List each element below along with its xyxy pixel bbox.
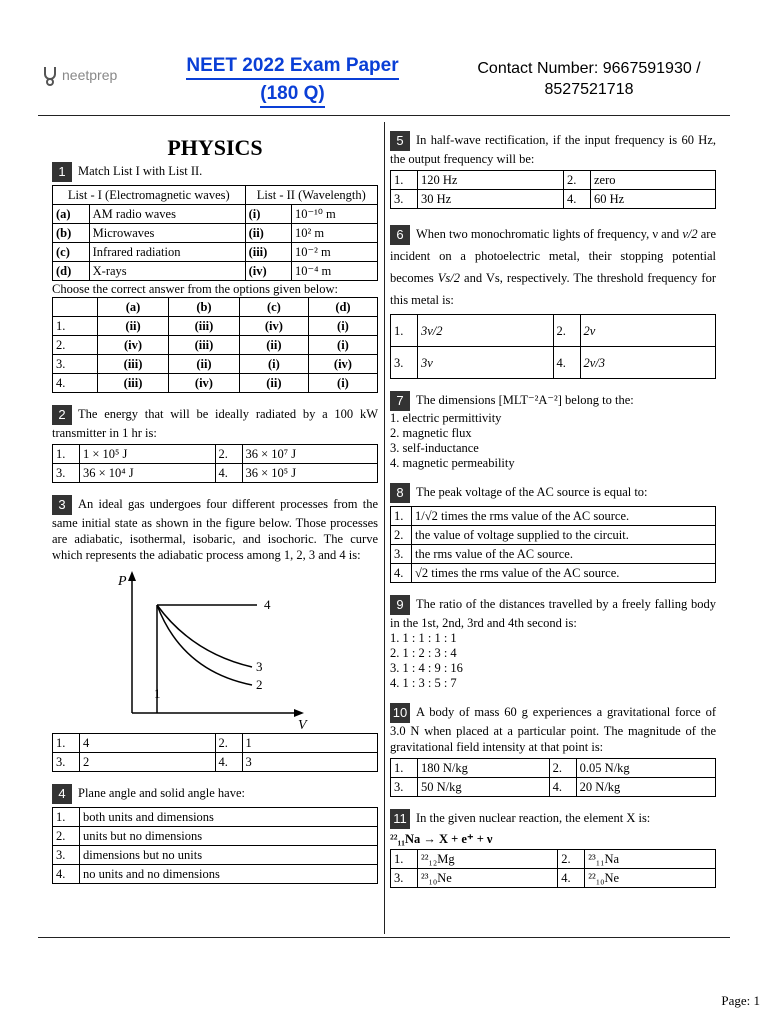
option-4[interactable]: ²²₁₀Ne: [585, 869, 716, 888]
pv-diagram: [52, 563, 378, 733]
option-2[interactable]: ²³₁₁Na: [585, 850, 716, 869]
cell: 3.: [391, 869, 418, 888]
choose-text: Choose the correct answer from the options given below:: [52, 282, 339, 296]
options-table: [390, 170, 716, 209]
contact-number: [448, 58, 730, 100]
question-number: 9: [390, 595, 410, 615]
cell: 3.: [53, 846, 80, 865]
table-row: [53, 262, 378, 281]
option-row[interactable]: [391, 347, 716, 379]
question-text-c: and Vs, respectively. The threshold frequency for this metal is:: [390, 271, 716, 308]
option-2[interactable]: units but no dimensions: [80, 827, 378, 846]
cell: (i): [245, 205, 291, 224]
table-row: [53, 243, 378, 262]
option-row[interactable]: [53, 734, 378, 753]
list-item[interactable]: 2. magnetic flux: [390, 426, 472, 441]
question-3: [52, 495, 378, 772]
cell: (ii): [239, 336, 308, 355]
cell: 2.: [215, 734, 242, 753]
list-item[interactable]: 1. electric permittivity: [390, 411, 502, 426]
cell: 4.: [391, 564, 412, 583]
table-row: [53, 205, 378, 224]
fraction-vs-over-2: Vs/2: [437, 271, 460, 286]
list-item[interactable]: 3. 1 : 4 : 9 : 16: [390, 661, 463, 676]
option-1[interactable]: 1 × 10⁵ J: [80, 445, 216, 464]
contact-number-1: 9667591930 /: [602, 60, 701, 77]
cell: 4.: [558, 869, 585, 888]
fraction-nu-over-2: ν/2: [682, 227, 698, 241]
options-table: [52, 733, 378, 772]
cell: 4.: [53, 374, 98, 393]
logo-text: neet: [62, 67, 90, 83]
cell: 4.: [563, 190, 590, 209]
option-3[interactable]: 36 × 10⁴ J: [80, 464, 216, 483]
cell: (ii): [98, 317, 169, 336]
cell: (iv): [169, 374, 240, 393]
question-text: In the given nuclear reaction, the element X is:: [416, 811, 651, 825]
list-1-header: List - I (Electromagnetic waves): [53, 186, 246, 205]
logo-text-2: prep: [89, 67, 118, 83]
cell: 2.: [215, 445, 242, 464]
cell: 2.: [563, 171, 590, 190]
question-text: Plane angle and solid angle have:: [78, 785, 245, 800]
cell: (ii): [169, 355, 240, 374]
option-4[interactable]: 3: [242, 753, 378, 772]
option-1[interactable]: 3ν/2: [418, 315, 554, 347]
cell: (b): [169, 298, 240, 317]
cell: 1.: [53, 734, 80, 753]
curve-label-4: 4: [264, 597, 271, 612]
cell: 2.: [53, 827, 80, 846]
option-row[interactable]: [53, 827, 378, 846]
question-1: [52, 162, 378, 393]
option-row[interactable]: [53, 753, 378, 772]
exam-title: [160, 52, 425, 108]
option-4[interactable]: 20 N/kg: [576, 778, 715, 797]
cell: (iv): [308, 355, 377, 374]
options-table: [52, 807, 378, 884]
cell: 4.: [215, 464, 242, 483]
option-row[interactable]: [391, 526, 716, 545]
cell: 3.: [391, 545, 412, 564]
contact-number-2: 8527521718: [544, 81, 634, 98]
cell: 4.: [553, 347, 580, 379]
cell: (iii): [98, 355, 169, 374]
options-table: [390, 314, 716, 379]
cell: (c): [53, 243, 90, 262]
cell: (i): [308, 317, 377, 336]
cell: (iii): [169, 336, 240, 355]
option-2[interactable]: the value of voltage supplied to the circuit.: [412, 526, 716, 545]
question-number: 2: [52, 405, 72, 425]
cell: (iii): [169, 317, 240, 336]
option-2[interactable]: 1: [242, 734, 378, 753]
left-column: [52, 130, 378, 884]
cell: 1.: [53, 445, 80, 464]
option-2[interactable]: 36 × 10⁷ J: [242, 445, 378, 464]
option-row[interactable]: [391, 759, 716, 778]
cell: 3.: [53, 355, 98, 374]
option-row[interactable]: [391, 171, 716, 190]
question-number: 6: [390, 225, 410, 245]
option-row[interactable]: [391, 190, 716, 209]
cell: Infrared radiation: [89, 243, 245, 262]
cell: (i): [308, 336, 377, 355]
question-number: 7: [390, 391, 410, 411]
cell: 3.: [53, 753, 80, 772]
cell: 2.: [553, 315, 580, 347]
question-4: [52, 784, 378, 884]
option-3[interactable]: 30 Hz: [418, 190, 564, 209]
option-row[interactable]: [391, 778, 716, 797]
p-axis-label: P: [118, 574, 127, 589]
cell: 1.: [391, 315, 418, 347]
cell: 3.: [391, 347, 418, 379]
cell: 2.: [391, 526, 412, 545]
option-1[interactable]: 180 N/kg: [418, 759, 550, 778]
list-item[interactable]: 4. magnetic permeability: [390, 456, 515, 471]
cell: 10⁻¹⁰ m: [291, 205, 377, 224]
option-row[interactable]: [391, 869, 716, 888]
page-number: Page: 1: [721, 993, 760, 1008]
question-number: 10: [390, 703, 410, 723]
table-row: [53, 224, 378, 243]
question-text: The energy that will be ideally radiated by a 100 kW transmitter in 1 hr is:: [52, 406, 378, 440]
question-text-a: When two monochromatic lights of frequency, ν and: [416, 227, 680, 241]
cell: (b): [53, 224, 90, 243]
option-row[interactable]: [53, 355, 378, 374]
cell: 10² m: [291, 224, 377, 243]
option-2[interactable]: 0.05 N/kg: [576, 759, 715, 778]
cell: (ii): [245, 224, 291, 243]
cell: [53, 298, 98, 317]
question-10: [390, 703, 716, 797]
option-row[interactable]: [53, 374, 378, 393]
option-row[interactable]: [391, 507, 716, 526]
cell: (d): [53, 262, 90, 281]
cell: (i): [239, 355, 308, 374]
question-9: [390, 595, 716, 691]
cell: 4.: [549, 778, 576, 797]
cell: 10⁻⁴ m: [291, 262, 377, 281]
options-table: [390, 506, 716, 583]
question-text-b: are incident on a photoelectric metal, their stopping potential becomes: [390, 227, 716, 286]
option-3[interactable]: the rms value of the AC source.: [412, 545, 716, 564]
exam-title-line2: (180 Q): [260, 82, 324, 108]
question-number: 11: [390, 809, 410, 829]
option-row[interactable]: [391, 545, 716, 564]
list-item[interactable]: 1. 1 : 1 : 1 : 1: [390, 631, 457, 646]
cell: 3.: [53, 464, 80, 483]
option-row[interactable]: [391, 315, 716, 347]
question-8: [390, 483, 716, 583]
options-table: [52, 297, 378, 393]
curve-label-3: 3: [256, 659, 263, 674]
option-1[interactable]: 4: [80, 734, 216, 753]
option-row[interactable]: [391, 850, 716, 869]
cell: (a): [98, 298, 169, 317]
cell: 10⁻² m: [291, 243, 377, 262]
option-row[interactable]: [53, 846, 378, 865]
cell: (ii): [239, 374, 308, 393]
option-1[interactable]: both units and dimensions: [80, 808, 378, 827]
cell: (c): [239, 298, 308, 317]
curve-label-2: 2: [256, 677, 263, 692]
cell: (iii): [245, 243, 291, 262]
question-text: Match List I with List II.: [78, 163, 203, 178]
option-1[interactable]: 120 Hz: [418, 171, 564, 190]
cell: 1.: [53, 317, 98, 336]
question-11: [390, 809, 716, 888]
option-row[interactable]: [53, 445, 378, 464]
question-text: The ratio of the distances travelled by a freely falling body in the 1st, 2nd, 3rd and 4th second is:: [390, 597, 716, 631]
option-3[interactable]: dimensions but no units: [80, 846, 378, 865]
subject-title: PHYSICS: [167, 135, 263, 160]
options-table: [390, 849, 716, 888]
cell: 1.: [391, 759, 418, 778]
exam-title-line1: NEET 2022 Exam Paper: [186, 54, 398, 80]
options-table: [390, 758, 716, 797]
option-row[interactable]: [53, 336, 378, 355]
curve-label-1: 1: [154, 686, 161, 701]
option-2[interactable]: 2ν: [580, 315, 716, 347]
option-1[interactable]: 1/√2 times the rms value of the AC source.: [412, 507, 716, 526]
question-number: 5: [390, 131, 410, 151]
option-row[interactable]: [391, 564, 716, 583]
cell: (a): [53, 205, 90, 224]
cell: 1.: [391, 507, 412, 526]
match-table: [52, 185, 378, 281]
cell: 4.: [215, 753, 242, 772]
question-number: 3: [52, 495, 72, 515]
option-3[interactable]: ²³₁₀Ne: [418, 869, 558, 888]
option-2[interactable]: zero: [590, 171, 715, 190]
option-row[interactable]: [53, 865, 378, 884]
cell: 3.: [391, 778, 418, 797]
cell: 2.: [53, 336, 98, 355]
question-6: [390, 223, 716, 379]
list-item[interactable]: 3. self-inductance: [390, 441, 479, 456]
nuclear-reaction: ²²₁₁Na → X + e⁺ + ν: [390, 832, 493, 847]
footer-divider: [38, 937, 730, 938]
cell: (d): [308, 298, 377, 317]
option-3[interactable]: 2: [80, 753, 216, 772]
page-header: [0, 0, 768, 115]
list-2-header: List - II (Wavelength): [245, 186, 377, 205]
list-item[interactable]: 4. 1 : 3 : 5 : 7: [390, 676, 457, 691]
question-number: 8: [390, 483, 410, 503]
cell: 1.: [391, 850, 418, 869]
option-4[interactable]: 36 × 10⁵ J: [242, 464, 378, 483]
question-text: In half-wave rectification, if the input frequency is 60 Hz, the output frequency will be:: [390, 132, 716, 166]
v-axis-label: V: [298, 718, 307, 733]
option-4[interactable]: √2 times the rms value of the AC source.: [412, 564, 716, 583]
neetprep-logo: [40, 64, 117, 86]
list-item[interactable]: 2. 1 : 2 : 3 : 4: [390, 646, 457, 661]
option-row[interactable]: [53, 317, 378, 336]
question-text: A body of mass 60 g experiences a gravitational force of 3.0 N when placed at a particular point. The magnitude of the gravitational field intensity at that point is:: [390, 705, 716, 755]
question-text: An ideal gas undergoes four different processes from the same initial state as shown in the figure below. Those processes are adiabatic, isothermal, isobaric, and isochoric. The curve which represents the adiabatic process among 1, 2, 3 and 4 is:: [52, 496, 378, 562]
cell: 1.: [391, 171, 418, 190]
question-2: [52, 405, 378, 483]
question-5: [390, 131, 716, 209]
option-4[interactable]: 2ν/3: [580, 347, 716, 379]
cell: 2.: [558, 850, 585, 869]
question-number: 1: [52, 162, 72, 182]
cell: 4.: [53, 865, 80, 884]
option-row[interactable]: [53, 464, 378, 483]
cell: 1.: [53, 808, 80, 827]
question-number: 4: [52, 784, 72, 804]
option-3[interactable]: 3ν: [418, 347, 554, 379]
option-4[interactable]: no units and no dimensions: [80, 865, 378, 884]
cell: Microwaves: [89, 224, 245, 243]
cell: 2.: [549, 759, 576, 778]
option-4[interactable]: 60 Hz: [590, 190, 715, 209]
cell: AM radio waves: [89, 205, 245, 224]
question-7: [390, 391, 716, 471]
cell: X-rays: [89, 262, 245, 281]
option-3[interactable]: 50 N/kg: [418, 778, 550, 797]
cell: (iv): [245, 262, 291, 281]
cell: 3.: [391, 190, 418, 209]
options-table: [52, 444, 378, 483]
option-1[interactable]: ²²₁₂Mg: [418, 850, 558, 869]
cell: (iii): [98, 374, 169, 393]
cell: (i): [308, 374, 377, 393]
contact-label: Contact Number:: [477, 60, 599, 77]
column-divider: [384, 122, 385, 934]
cell: (iv): [98, 336, 169, 355]
stethoscope-icon: [40, 64, 62, 86]
question-text: The dimensions [MLT⁻²A⁻²] belong to the:: [416, 393, 634, 407]
option-row[interactable]: [53, 808, 378, 827]
cell: (iv): [239, 317, 308, 336]
question-text: The peak voltage of the AC source is equal to:: [416, 485, 648, 499]
header-divider: [38, 115, 730, 116]
right-column: [390, 125, 716, 888]
